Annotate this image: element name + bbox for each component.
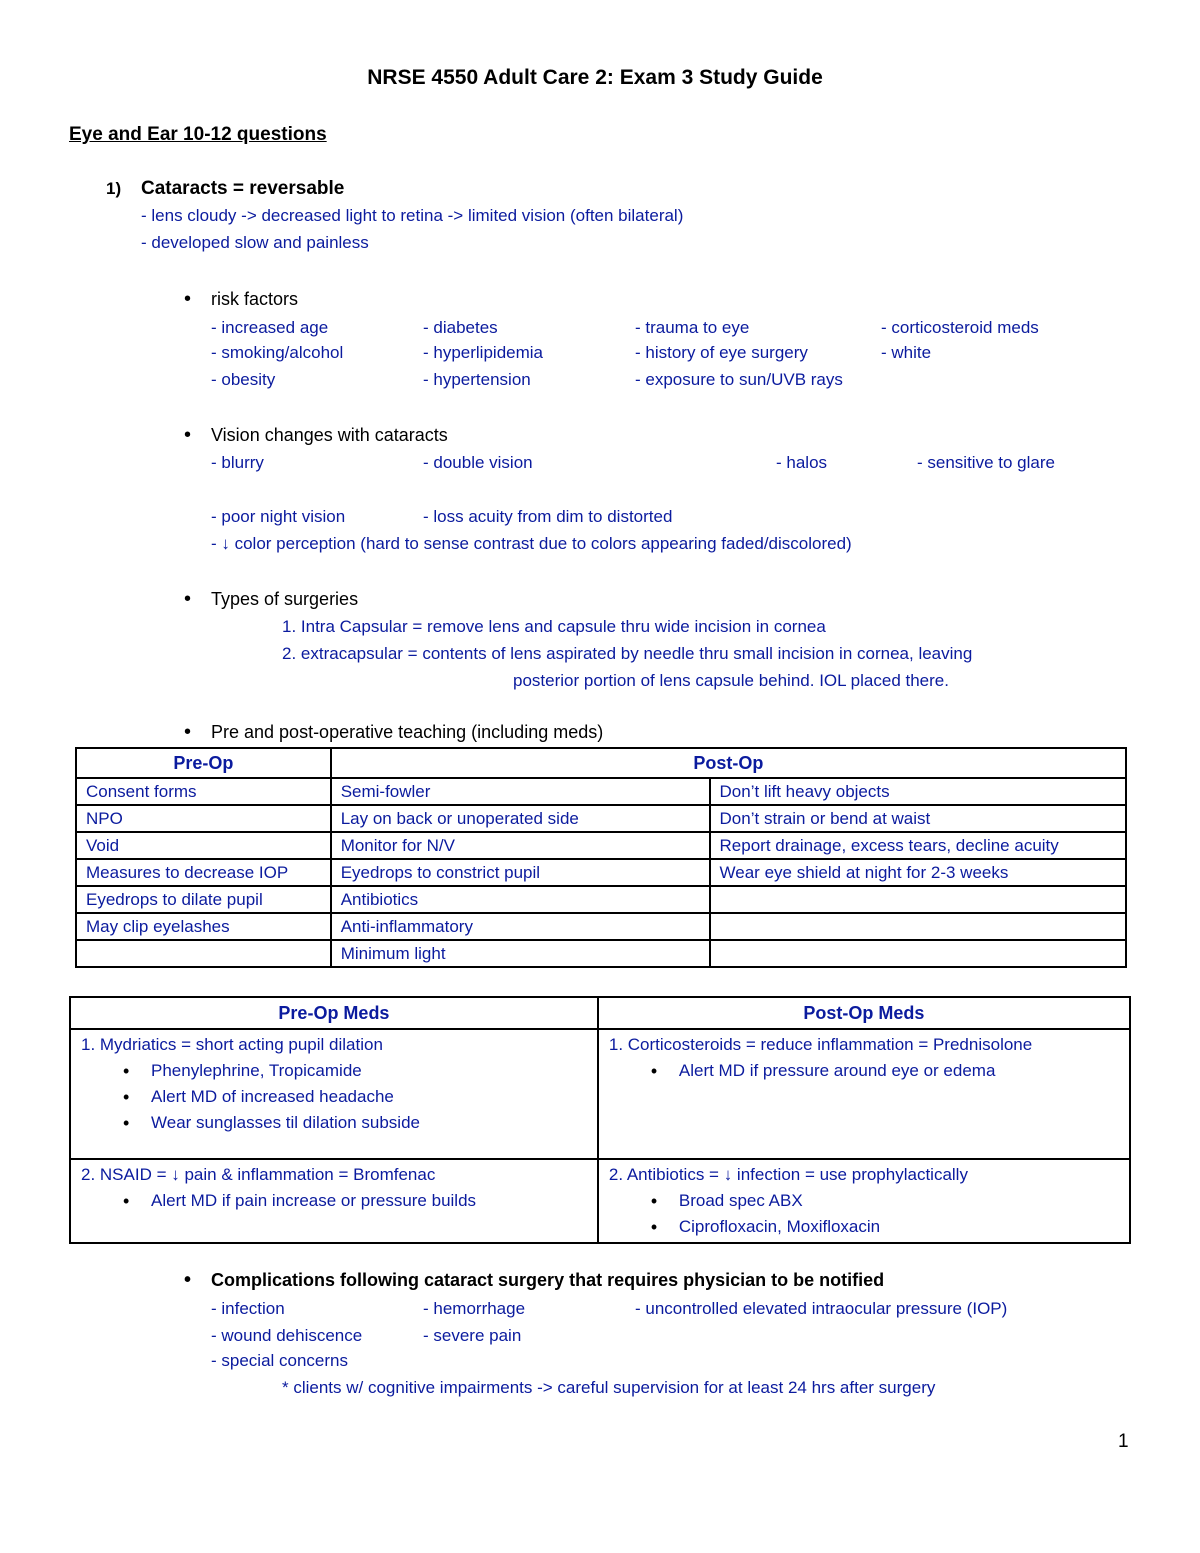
complication-item: - hemorrhage [423,1299,526,1318]
surgery-type: 1. Intra Capsular = remove lens and capsule thru wide incision in cornea [282,617,826,636]
complications-heading: • Complications following cataract surgery that requires physician to be notified [211,1270,884,1291]
table-row [76,886,1126,913]
med-detail: • Broad spec ABX [609,1188,1119,1214]
item-number: 1) [106,179,122,198]
table-row [76,805,1126,832]
table-cell: Eyedrops to dilate pupil [76,886,331,913]
table-cell: Eyedrops to constrict pupil [331,859,710,886]
post-op-meds-cell [598,1029,1130,1159]
table-cell [76,940,331,967]
risk-factors-heading: • risk factors [211,289,298,310]
risk-item: - exposure to sun/UVB rays [635,370,843,389]
page-title: NRSE 4550 Adult Care 2: Exam 3 Study Guide [367,66,823,89]
vision-item: - loss acuity from dim to distorted [423,507,673,526]
table-cell: Void [76,832,331,859]
risk-item: - increased age [211,318,329,337]
surgery-type: 2. extracapsular = contents of lens aspirated by needle thru small incision in cornea, leaving [282,644,973,663]
risk-item: - smoking/alcohol [211,343,344,362]
complication-item: - wound dehiscence [211,1326,363,1345]
post-op-meds-header: Post-Op Meds [598,997,1130,1029]
med-class: 2. Antibiotics = ↓ infection = use prophylactically [608,1165,968,1184]
table-cell [710,886,1126,913]
table-row [70,1029,1130,1159]
complication-item: * clients w/ cognitive impairments -> careful supervision for at least 24 hrs after surgery [282,1378,936,1397]
complication-item: - uncontrolled elevated intraocular pressure (IOP) [635,1299,1008,1318]
table-cell: Monitor for N/V [331,832,710,859]
vision-item: - blurry [211,453,264,472]
table-cell: Antibiotics [331,886,710,913]
med-class: 1. Corticosteroids = reduce inflammation = Prednisolone [608,1035,1033,1054]
med-detail: • Wear sunglasses til dilation subside [81,1110,587,1136]
table-cell: NPO [76,805,331,832]
table-cell: Don’t strain or bend at waist [710,805,1126,832]
post-op-header: Post-Op [331,748,1126,778]
risk-item: - diabetes [423,318,498,337]
table-cell [710,940,1126,967]
risk-item: - hyperlipidemia [423,343,543,362]
vision-item: - double vision [423,453,533,472]
table-row [76,859,1126,886]
table-row [76,832,1126,859]
meds-table [69,996,1131,1244]
table-row [76,913,1126,940]
table-row [76,940,1126,967]
teaching-heading: • Pre and post-operative teaching (including meds) [211,722,603,743]
table-cell: Lay on back or unoperated side [331,805,710,832]
vision-item: - ↓ color perception (hard to sense contrast due to colors appearing faded/discolored) [211,534,852,553]
table-row [76,778,1126,805]
vision-changes-heading: • Vision changes with cataracts [211,425,448,446]
table-cell: Measures to decrease IOP [76,859,331,886]
complication-item: - special concerns [211,1351,349,1370]
table-cell: Don’t lift heavy objects [710,778,1126,805]
section-heading: Eye and Ear 10-12 questions [69,124,327,145]
surgery-types-heading: • Types of surgeries [211,589,358,610]
cataracts-heading: Cataracts = reversable [141,178,345,199]
pre-op-meds-cell [70,1029,598,1159]
post-op-meds-cell [598,1159,1130,1243]
med-class: 1. Mydriatics = short acting pupil dilation [81,1035,383,1054]
page-number: 1 [1118,1431,1129,1452]
risk-item: - obesity [211,370,276,389]
med-detail: • Alert MD if pain increase or pressure builds [81,1188,587,1214]
table-cell: Anti-inflammatory [331,913,710,940]
vision-item: - poor night vision [211,507,346,526]
cataract-description-line: - developed slow and painless [141,233,369,252]
pre-op-meds-header: Pre-Op Meds [70,997,598,1029]
table-cell: Report drainage, excess tears, decline acuity [710,832,1126,859]
med-class: 2. NSAID = ↓ pain & inflammation = Bromfenac [81,1165,436,1184]
table-cell: Wear eye shield at night for 2-3 weeks [710,859,1126,886]
table-cell: May clip eyelashes [76,913,331,940]
med-detail: • Alert MD if pressure around eye or edema [609,1058,1119,1084]
cataract-description-line: - lens cloudy -> decreased light to retina -> limited vision (often bilateral) [141,206,684,225]
table-cell [710,913,1126,940]
risk-item: - white [881,343,932,362]
risk-item: - trauma to eye [635,318,750,337]
table-cell: Consent forms [76,778,331,805]
risk-item: - hypertension [423,370,531,389]
complication-item: - infection [211,1299,285,1318]
med-detail: • Alert MD of increased headache [81,1084,587,1110]
table-row [70,1159,1130,1243]
med-detail: • Phenylephrine, Tropicamide [81,1058,587,1084]
complication-item: - severe pain [423,1326,522,1345]
med-detail: • Ciprofloxacin, Moxifloxacin [609,1214,1119,1240]
risk-item: - history of eye surgery [635,343,808,362]
pre-op-header: Pre-Op [76,748,331,778]
table-cell: Semi-fowler [331,778,710,805]
risk-item: - corticosteroid meds [881,318,1039,337]
table-cell: Minimum light [331,940,710,967]
vision-item: - halos [776,453,828,472]
surgery-type: posterior portion of lens capsule behind. IOL placed there. [513,671,949,690]
pre-op-meds-cell [70,1159,598,1243]
vision-item: - sensitive to glare [917,453,1055,472]
teaching-table [75,747,1127,968]
